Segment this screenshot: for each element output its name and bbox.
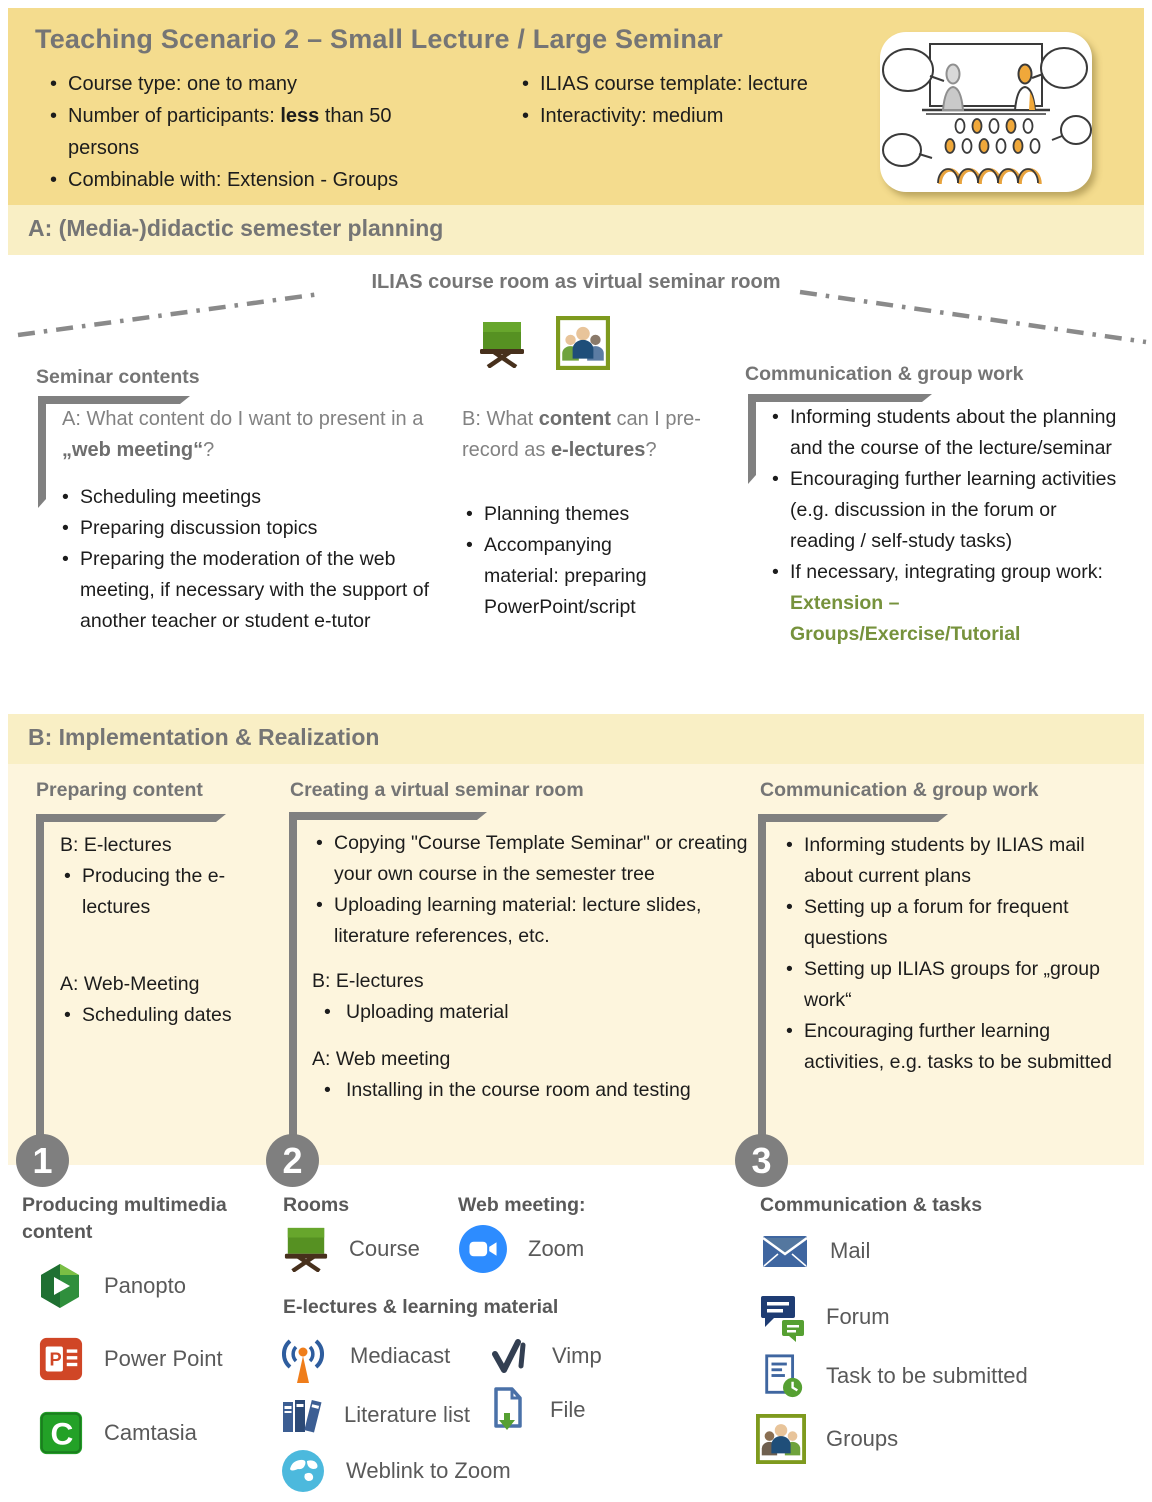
tool-label: Zoom bbox=[528, 1236, 585, 1261]
section-b-band bbox=[8, 714, 1144, 764]
camtasia-icon bbox=[38, 1410, 84, 1456]
tool-label: Mediacast bbox=[350, 1343, 451, 1368]
preparing-content-heading: Preparing content bbox=[36, 779, 203, 801]
list-item: • Preparing the moderation of the web meeting, if necessary with the support of another teacher or student e-tutor bbox=[58, 544, 446, 637]
tool-row-panopto bbox=[36, 1262, 186, 1310]
list-item: • Uploading material bbox=[312, 997, 764, 1028]
bracket-vertical bbox=[748, 394, 756, 484]
creating-seminar-room-heading: Creating a virtual seminar room bbox=[290, 779, 584, 801]
tool-label: Power Point bbox=[104, 1346, 223, 1371]
bracket-horizontal bbox=[36, 814, 226, 822]
step-circle-3: 3 bbox=[735, 1134, 788, 1187]
tool-row-mediacast bbox=[276, 1328, 450, 1384]
group-list bbox=[312, 1075, 764, 1106]
communication-tasks-heading: Communication & tasks bbox=[760, 1194, 983, 1216]
list-item: • Scheduling meetings bbox=[58, 482, 446, 513]
list-item: • Informing students about the planning and the course of the lecture/seminar bbox=[768, 402, 1120, 464]
classroom-illustration bbox=[880, 32, 1092, 192]
tool-row-powerpoint bbox=[38, 1336, 223, 1382]
audience-illustration-svg bbox=[880, 32, 1092, 192]
file-icon bbox=[484, 1386, 530, 1434]
list-item: • If necessary, integrating group work: Extension – Groups/Exercise/Tutorial bbox=[768, 557, 1120, 650]
tool-row-weblink bbox=[280, 1448, 511, 1494]
section-a-band bbox=[8, 205, 1144, 255]
tool-label: Vimp bbox=[552, 1343, 602, 1368]
list-item: • Encouraging further learning activities (e.g. discussion in the forum or reading / self-study tasks) bbox=[768, 464, 1120, 557]
blackboard-icon bbox=[283, 1226, 329, 1272]
header-bullet: • Course type: one to many bbox=[44, 68, 464, 100]
virtual-seminar-room-banner: ILIAS course room as virtual seminar room bbox=[371, 271, 781, 293]
zoom-icon bbox=[458, 1224, 508, 1274]
group-label: B: E-lectures bbox=[60, 834, 172, 856]
bracket-horizontal bbox=[748, 394, 932, 402]
bracket-vertical bbox=[36, 814, 44, 1160]
section-a-title: A: (Media-)didactic semester planning bbox=[28, 215, 444, 241]
svg-text:P: P bbox=[49, 1349, 62, 1370]
bracket-horizontal bbox=[289, 812, 487, 820]
header-bullet: • Combinable with: Extension - Groups bbox=[44, 164, 464, 196]
group-list bbox=[312, 997, 764, 1028]
preparing-content-block bbox=[60, 830, 265, 1031]
list-item: • Uploading learning material: lecture slides, literature references, etc. bbox=[312, 890, 764, 952]
communication-b-list bbox=[782, 830, 1134, 1078]
bracket-vertical bbox=[38, 396, 46, 508]
tool-row-zoom bbox=[458, 1224, 584, 1274]
header-bullets-right bbox=[516, 68, 876, 132]
tool-row-literature-list bbox=[278, 1392, 470, 1438]
creating-seminar-room-block bbox=[312, 828, 764, 1106]
tool-row-mail bbox=[760, 1230, 870, 1272]
list-item: • Encouraging further learning activities, e.g. tasks to be submitted bbox=[782, 1016, 1134, 1078]
task-submission-icon bbox=[760, 1352, 806, 1400]
list-item: • Setting up ILIAS groups for „group work“ bbox=[782, 954, 1134, 1016]
web-meeting-heading: Web meeting: bbox=[458, 1194, 586, 1216]
step-circle-2: 2 bbox=[266, 1134, 319, 1187]
tool-label: Literature list bbox=[344, 1402, 470, 1427]
rooms-heading: Rooms bbox=[283, 1194, 350, 1216]
powerpoint-icon bbox=[38, 1336, 84, 1382]
tool-row-task bbox=[760, 1352, 1028, 1400]
seminar-contents-heading: Seminar contents bbox=[36, 366, 200, 388]
tool-row-groups bbox=[756, 1414, 898, 1464]
extension-groups-accent: Extension – Groups/Exercise/Tutorial bbox=[790, 592, 1021, 645]
question-a: A: What content do I want to present in a „web meeting“? bbox=[62, 408, 424, 461]
tool-label: File bbox=[550, 1397, 586, 1422]
tool-row-forum bbox=[758, 1292, 890, 1342]
section-b-title: B: Implementation & Realization bbox=[28, 724, 380, 750]
page-title: Teaching Scenario 2 – Small Lecture / Large Seminar bbox=[35, 24, 723, 54]
tool-label: Groups bbox=[826, 1426, 899, 1451]
step-circle-1: 1 bbox=[16, 1134, 69, 1187]
bracket-vertical bbox=[758, 814, 766, 1160]
list-item: • Informing students by ILIAS mail about current plans bbox=[782, 830, 1134, 892]
list-item: • Scheduling dates bbox=[60, 1000, 265, 1031]
mail-icon bbox=[760, 1230, 810, 1272]
header-bullet: • ILIAS course template: lecture bbox=[516, 68, 876, 100]
tool-row-file bbox=[484, 1386, 585, 1434]
list-item: • Setting up a forum for frequent questions bbox=[782, 892, 1134, 954]
list-item: • Producing the e-lectures bbox=[60, 861, 265, 923]
list-item: • Copying "Course Template Seminar" or creating your own course in the semester tree bbox=[312, 828, 764, 890]
seminar-contents-list bbox=[58, 482, 446, 637]
weblink-icon bbox=[280, 1448, 326, 1494]
group-label: A: Web meeting bbox=[312, 1048, 451, 1070]
group-list bbox=[60, 1000, 265, 1031]
blackboard-icon bbox=[478, 320, 526, 373]
groups-icon bbox=[556, 316, 610, 375]
list-item: • Installing in the course room and testing bbox=[312, 1075, 764, 1106]
tool-label: Camtasia bbox=[104, 1420, 197, 1445]
communication-list bbox=[768, 402, 1120, 650]
question-b: B: What content can I pre-record as e-lectures? bbox=[462, 408, 701, 461]
tool-label: Task to be submitted bbox=[826, 1363, 1028, 1388]
forum-icon bbox=[758, 1292, 806, 1342]
list-item: • Planning themes bbox=[462, 499, 684, 530]
prerecord-list bbox=[462, 499, 684, 623]
group-list bbox=[60, 861, 265, 923]
header-banner bbox=[8, 8, 1144, 205]
seminar-room-list bbox=[312, 828, 764, 952]
groups-icon bbox=[756, 1414, 806, 1464]
electures-material-heading: E-lectures & learning material bbox=[283, 1296, 559, 1318]
panopto-icon bbox=[36, 1262, 84, 1310]
vimp-icon bbox=[488, 1334, 532, 1378]
tool-label: Course bbox=[349, 1236, 420, 1261]
bracket-vertical bbox=[289, 812, 297, 1160]
list-item: • Accompanying material: preparing PowerPoint/script bbox=[462, 530, 684, 623]
group-label: A: Web-Meeting bbox=[60, 973, 200, 995]
tool-row-course bbox=[283, 1226, 420, 1272]
list-item: • Preparing discussion topics bbox=[58, 513, 446, 544]
tool-label: Panopto bbox=[104, 1273, 186, 1298]
communication-group-work-heading: Communication & group work bbox=[745, 363, 1024, 385]
bracket-horizontal bbox=[38, 396, 190, 404]
literature-list-icon bbox=[278, 1392, 324, 1438]
header-bullets-left bbox=[44, 68, 464, 196]
group-label: B: E-lectures bbox=[312, 970, 424, 992]
tool-row-vimp bbox=[488, 1334, 602, 1378]
tool-label: Forum bbox=[826, 1304, 890, 1329]
mediacast-icon bbox=[276, 1328, 330, 1384]
communication-group-work-b-heading: Communication & group work bbox=[760, 779, 1039, 801]
svg-text:C: C bbox=[50, 1415, 74, 1452]
header-bullet: • Number of participants: less than 50 persons bbox=[44, 100, 464, 164]
tool-row-camtasia bbox=[38, 1410, 197, 1456]
tool-label: Mail bbox=[830, 1238, 871, 1263]
header-bullet: • Interactivity: medium bbox=[516, 100, 876, 132]
bracket-horizontal bbox=[758, 814, 948, 822]
tool-label: Weblink to Zoom bbox=[346, 1458, 511, 1483]
producing-multimedia-heading: Producing multimedia content bbox=[22, 1194, 227, 1243]
